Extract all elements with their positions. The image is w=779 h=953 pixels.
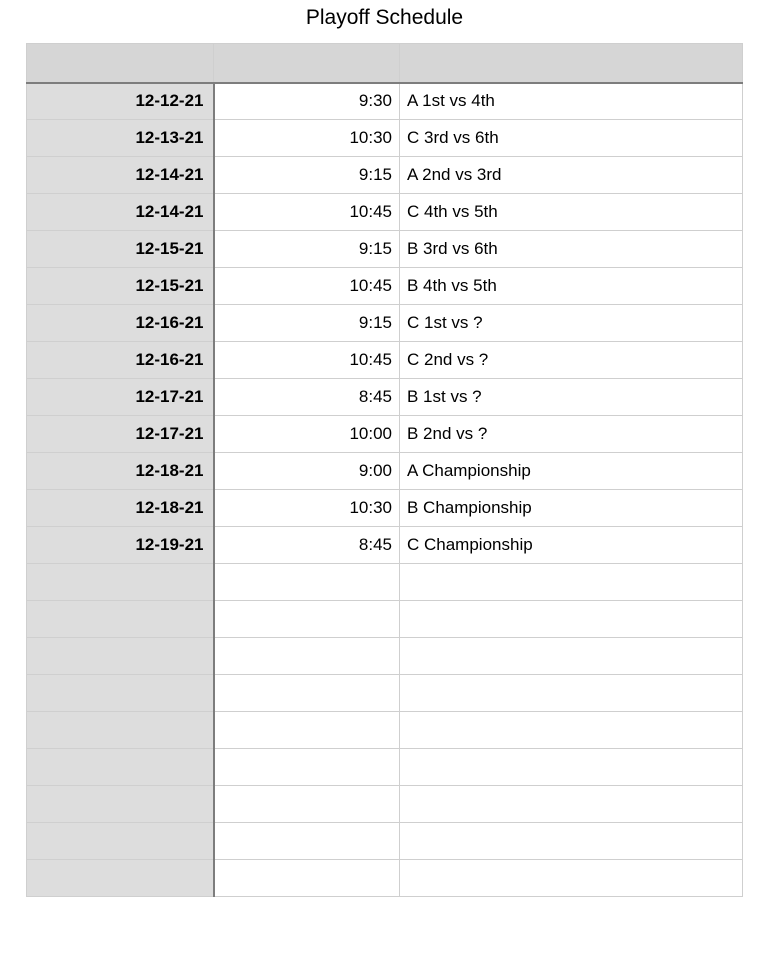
table-row [27, 786, 743, 823]
game-cell[interactable] [400, 860, 743, 897]
table-row [27, 490, 743, 527]
table-row [27, 379, 743, 416]
date-cell[interactable] [27, 749, 214, 786]
game-cell[interactable] [400, 675, 743, 712]
time-cell[interactable] [214, 675, 400, 712]
game-cell[interactable]: C 4th vs 5th [400, 194, 743, 231]
date-cell[interactable] [27, 564, 214, 601]
date-cell[interactable]: 12-15-21 [27, 268, 214, 305]
time-cell[interactable]: 9:15 [214, 157, 400, 194]
time-cell[interactable]: 10:45 [214, 342, 400, 379]
sheet-title: Playoff Schedule [305, 6, 464, 29]
date-cell[interactable]: 12-19-21 [27, 527, 214, 564]
game-cell[interactable] [400, 638, 743, 675]
game-cell[interactable] [400, 786, 743, 823]
date-cell[interactable] [27, 786, 214, 823]
table-row [27, 157, 743, 194]
date-cell[interactable]: 12-17-21 [27, 379, 214, 416]
game-cell[interactable]: B 4th vs 5th [400, 268, 743, 305]
game-cell[interactable]: A 1st vs 4th [400, 83, 743, 120]
date-cell[interactable] [27, 601, 214, 638]
time-cell[interactable] [214, 786, 400, 823]
table-row [27, 194, 743, 231]
date-cell[interactable] [27, 712, 214, 749]
date-cell[interactable] [27, 675, 214, 712]
table-row [27, 416, 743, 453]
table-row [27, 453, 743, 490]
table-row [27, 231, 743, 268]
time-cell[interactable] [214, 601, 400, 638]
time-cell[interactable]: 10:00 [214, 416, 400, 453]
table-row [27, 749, 743, 786]
header-cell-game[interactable] [400, 44, 743, 83]
header-cell-time[interactable] [214, 44, 400, 83]
game-cell[interactable]: A Championship [400, 453, 743, 490]
time-cell[interactable]: 9:00 [214, 453, 400, 490]
time-cell[interactable]: 10:30 [214, 120, 400, 157]
date-cell[interactable] [27, 638, 214, 675]
time-cell[interactable]: 10:30 [214, 490, 400, 527]
time-cell[interactable] [214, 638, 400, 675]
game-cell[interactable]: C 2nd vs ? [400, 342, 743, 379]
date-cell[interactable]: 12-12-21 [27, 83, 214, 120]
time-cell[interactable]: 10:45 [214, 268, 400, 305]
date-cell[interactable]: 12-14-21 [27, 194, 214, 231]
game-cell[interactable]: C Championship [400, 527, 743, 564]
schedule-table[interactable] [26, 43, 743, 897]
table-row [27, 601, 743, 638]
time-cell[interactable]: 8:45 [214, 379, 400, 416]
game-cell[interactable] [400, 823, 743, 860]
time-cell[interactable] [214, 860, 400, 897]
time-cell[interactable]: 10:45 [214, 194, 400, 231]
game-cell[interactable] [400, 601, 743, 638]
game-cell[interactable]: B 1st vs ? [400, 379, 743, 416]
game-cell[interactable] [400, 564, 743, 601]
table-row [27, 305, 743, 342]
date-cell[interactable]: 12-16-21 [27, 305, 214, 342]
table-row [27, 860, 743, 897]
game-cell[interactable]: B Championship [400, 490, 743, 527]
game-cell[interactable]: A 2nd vs 3rd [400, 157, 743, 194]
game-cell[interactable]: B 3rd vs 6th [400, 231, 743, 268]
table-row [27, 823, 743, 860]
game-cell[interactable]: C 1st vs ? [400, 305, 743, 342]
date-cell[interactable]: 12-13-21 [27, 120, 214, 157]
date-cell[interactable]: 12-17-21 [27, 416, 214, 453]
game-cell[interactable] [400, 749, 743, 786]
game-cell[interactable]: C 3rd vs 6th [400, 120, 743, 157]
table-row [27, 83, 743, 120]
date-cell[interactable]: 12-15-21 [27, 231, 214, 268]
time-cell[interactable]: 9:15 [214, 305, 400, 342]
table-row [27, 120, 743, 157]
date-cell[interactable] [27, 860, 214, 897]
time-cell[interactable]: 9:15 [214, 231, 400, 268]
time-cell[interactable]: 9:30 [214, 83, 400, 120]
date-cell[interactable]: 12-18-21 [27, 490, 214, 527]
game-cell[interactable]: B 2nd vs ? [400, 416, 743, 453]
game-cell[interactable] [400, 712, 743, 749]
table-row [27, 638, 743, 675]
time-cell[interactable] [214, 823, 400, 860]
date-cell[interactable] [27, 823, 214, 860]
time-cell[interactable] [214, 712, 400, 749]
table-row [27, 527, 743, 564]
time-cell[interactable] [214, 749, 400, 786]
table-row [27, 268, 743, 305]
header-cell-date[interactable] [27, 44, 214, 83]
time-cell[interactable] [214, 564, 400, 601]
table-row [27, 564, 743, 601]
header-row [27, 44, 743, 83]
table-row [27, 712, 743, 749]
time-cell[interactable]: 8:45 [214, 527, 400, 564]
table-row [27, 342, 743, 379]
date-cell[interactable]: 12-16-21 [27, 342, 214, 379]
date-cell[interactable]: 12-14-21 [27, 157, 214, 194]
date-cell[interactable]: 12-18-21 [27, 453, 214, 490]
table-row [27, 675, 743, 712]
